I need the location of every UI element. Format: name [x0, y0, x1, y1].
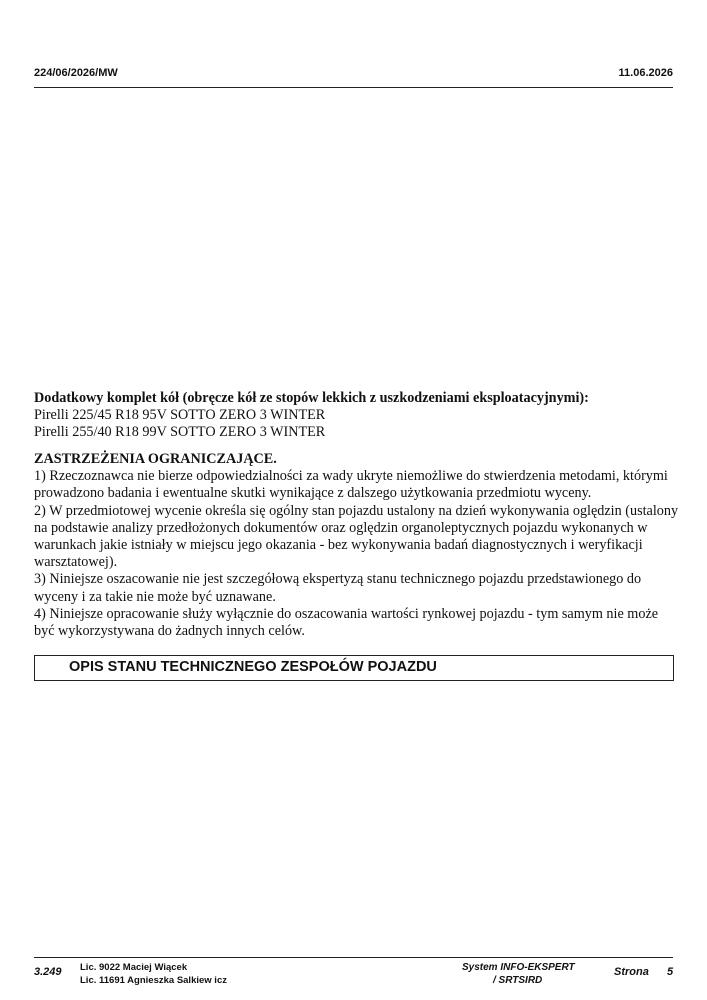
footer-license-2: Lic. 11691 Agnieszka Salkiew icz — [80, 975, 227, 986]
restriction-line: 1) Rzeczoznawca nie bierze odpowiedzialności za wady ukryte niemożliwe do stwierdzenia metodami, którymi — [34, 468, 668, 485]
section-title-box — [34, 655, 674, 681]
document-number: 224/06/2026/MW — [34, 67, 118, 79]
restriction-line: wyceny i za takie nie może być uznawane. — [34, 588, 276, 605]
header-divider — [34, 87, 673, 88]
restriction-line: 3) Niniejsze oszacowanie nie jest szczegółową ekspertyzą stanu technicznego pojazdu przedstawionego do — [34, 571, 642, 588]
restriction-line: warunkach jakie istniały w miejscu jego okazania - bez wykonywania badań diagnostycznych i weryfikacji — [34, 537, 643, 554]
footer-system-sub: / SRTSIRD — [493, 975, 543, 986]
restriction-line: 4) Niniejsze opracowanie służy wyłącznie do oszacowania wartości rynkowej pojazdu - tym samym nie może — [34, 605, 659, 622]
wheels-heading: Dodatkowy komplet kół (obręcze kół ze stopów lekkich z uszkodzeniami eksploatacyjnymi): — [34, 390, 589, 406]
restrictions-heading: ZASTRZEŻENIA OGRANICZAJĄCE. — [34, 451, 277, 467]
document-date: 11.06.2026 — [618, 67, 673, 79]
footer-divider — [34, 957, 673, 958]
footer-system-name: System INFO-EKSPERT — [462, 962, 575, 973]
tire-line: Pirelli 255/40 R18 99V SOTTO ZERO 3 WINTER — [34, 424, 326, 441]
footer-license-1: Lic. 9022 Maciej Wiącek — [80, 962, 188, 973]
additional-wheels-section — [34, 390, 674, 442]
tire-line: Pirelli 225/45 R18 95V SOTTO ZERO 3 WINTER — [34, 407, 326, 424]
restriction-line: prowadzono badania i ewentualne skutki wynikające z dalszego użytkowania przedmiotu wyceny. — [34, 485, 592, 502]
restriction-line: warsztatowej). — [34, 554, 118, 571]
restriction-line: być wykorzystywana do żadnych innych celów. — [34, 623, 305, 640]
footer-page-label: Strona — [614, 966, 649, 978]
section-title: OPIS STANU TECHNICZNEGO ZESPOŁÓW POJAZDU — [69, 659, 437, 675]
restrictions-section — [34, 451, 679, 640]
restriction-line: na podstawie analizy przedłożonych dokumentów oraz oględzin organoleptycznych pojazdu wykonanych w — [34, 519, 648, 536]
restriction-line: 2) W przedmiotowej wycenie określa się ogólny stan pojazdu ustalony na dzień wykonywania oględzin (ustalony — [34, 502, 679, 519]
footer-page-number: 5 — [667, 966, 674, 978]
footer-code: 3.249 — [34, 966, 62, 978]
